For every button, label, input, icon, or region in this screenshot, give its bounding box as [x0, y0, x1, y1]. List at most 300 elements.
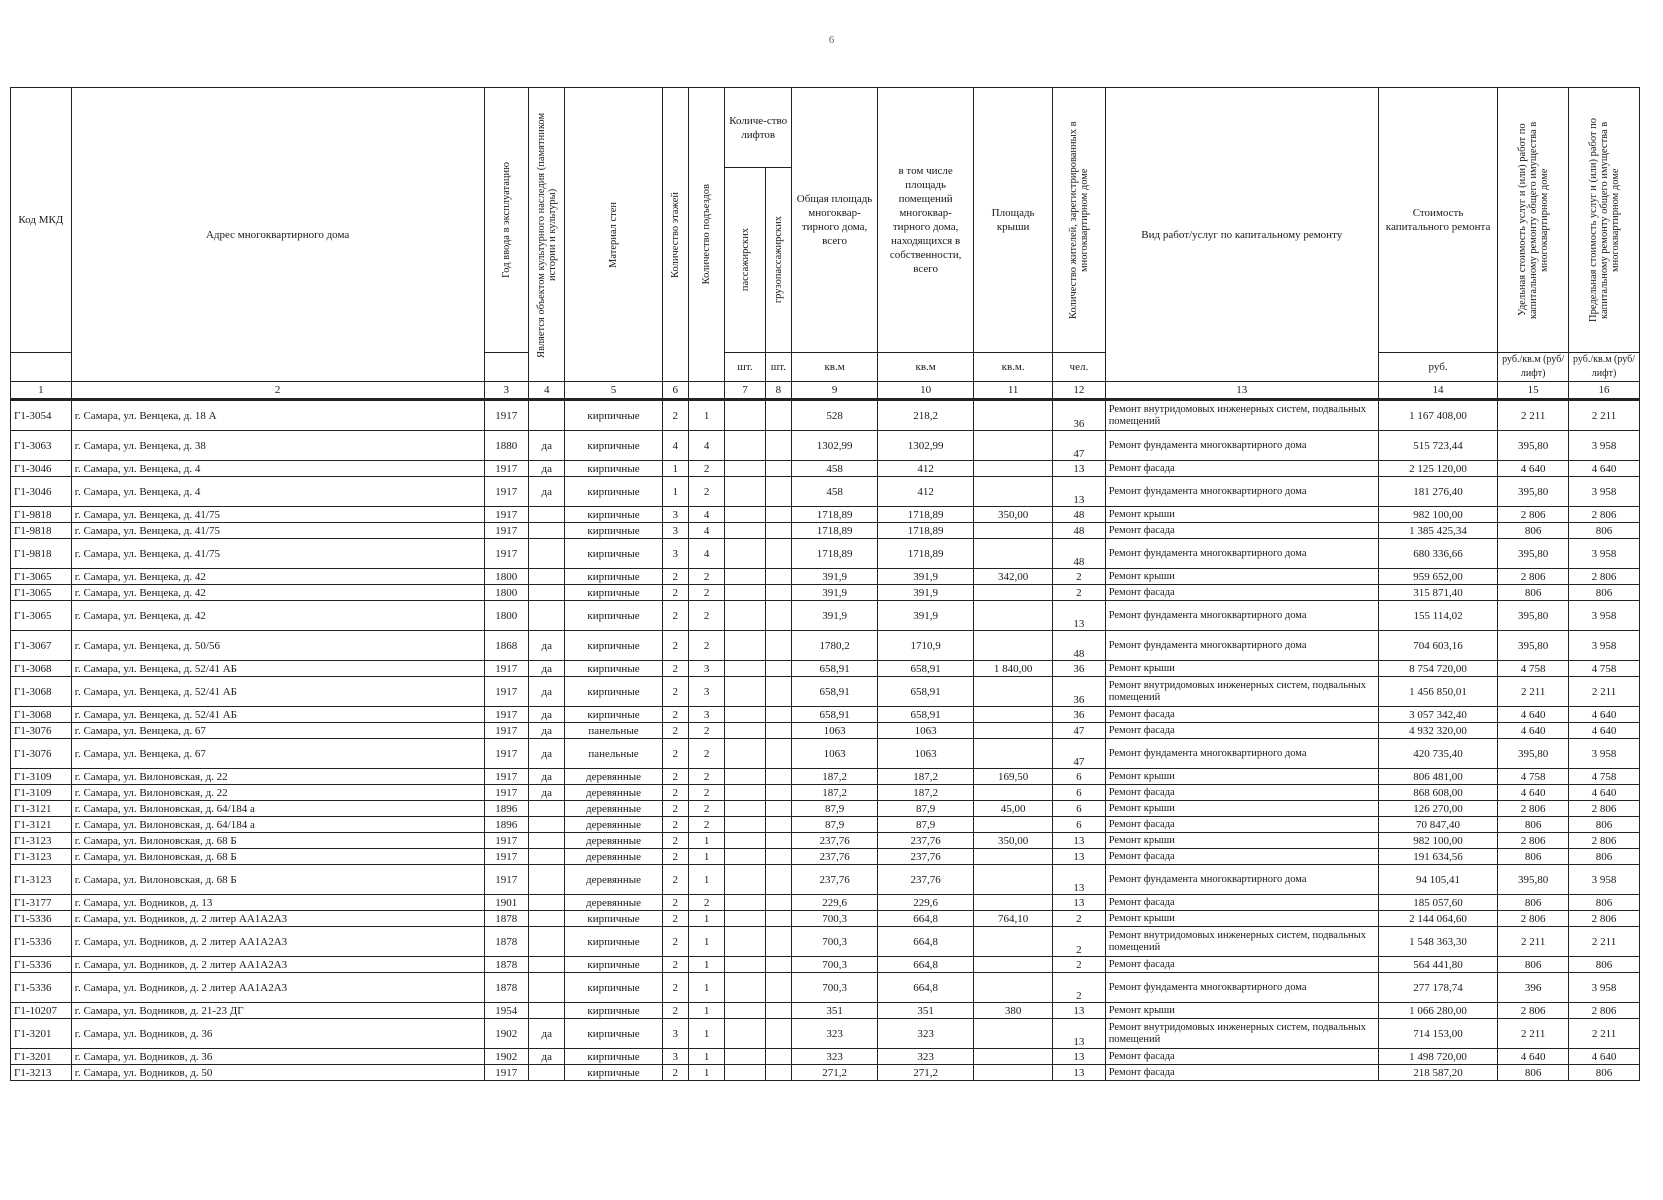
cell-roof-area [974, 723, 1053, 739]
cell-max-cost: 3 958 [1569, 631, 1640, 661]
cell-area-total: 187,2 [792, 785, 878, 801]
cell-area-owned: 658,91 [878, 707, 974, 723]
cell-max-cost: 2 806 [1569, 911, 1640, 927]
cell-lifts-passenger [725, 817, 765, 833]
cell-entrances: 4 [688, 507, 724, 523]
table-row [11, 911, 1640, 927]
cell-wall: кирпичные [565, 1003, 662, 1019]
header-floors: Количество этажей [669, 191, 681, 278]
cell-work: Ремонт внутридомовых инженерных систем, подвальных помещений [1105, 927, 1378, 957]
column-number [688, 382, 724, 400]
cell-area-owned: 658,91 [878, 661, 974, 677]
cell-lifts-passenger [725, 769, 765, 785]
cell-work: Ремонт внутридомовых инженерных систем, подвальных помещений [1105, 400, 1378, 431]
cell-year: 1878 [484, 973, 529, 1003]
cell-floors: 1 [662, 477, 688, 507]
cell-heritage [529, 927, 565, 957]
cell-floors: 2 [662, 911, 688, 927]
cell-lifts-freight [765, 477, 791, 507]
cell-floors: 2 [662, 677, 688, 707]
cell-area-total: 1718,89 [792, 539, 878, 569]
cell-year: 1878 [484, 927, 529, 957]
cell-address: г. Самара, ул. Венцека, д. 38 [71, 431, 484, 461]
cell-area-total: 229,6 [792, 895, 878, 911]
cell-wall: кирпичные [565, 431, 662, 461]
cell-wall: кирпичные [565, 539, 662, 569]
cell-wall: деревянные [565, 895, 662, 911]
table-row [11, 833, 1640, 849]
cell-floors: 2 [662, 739, 688, 769]
cell-cost: 155 114,02 [1378, 601, 1497, 631]
cell-max-cost: 2 806 [1569, 1003, 1640, 1019]
cell-entrances: 2 [688, 895, 724, 911]
cell-roof-area: 380 [974, 1003, 1053, 1019]
cell-cost: 714 153,00 [1378, 1019, 1497, 1049]
cell-residents: 6 [1053, 769, 1106, 785]
cell-work: Ремонт крыши [1105, 769, 1378, 785]
cell-area-owned: 1718,89 [878, 539, 974, 569]
cell-work: Ремонт фундамента многоквартирного дома [1105, 631, 1378, 661]
cell-lifts-passenger [725, 631, 765, 661]
table-row [11, 769, 1640, 785]
cell-work: Ремонт крыши [1105, 507, 1378, 523]
cell-lifts-passenger [725, 1003, 765, 1019]
column-number: 5 [565, 382, 662, 400]
unit-rub-sqm-2: руб./кв.м (руб/лифт) [1569, 353, 1640, 382]
cell-area-owned: 1302,99 [878, 431, 974, 461]
cell-area-owned: 323 [878, 1019, 974, 1049]
cell-code: Г1-3109 [11, 785, 72, 801]
cell-entrances: 2 [688, 631, 724, 661]
cell-roof-area [974, 461, 1053, 477]
cell-floors: 2 [662, 817, 688, 833]
cell-floors: 2 [662, 400, 688, 431]
cell-lifts-passenger [725, 461, 765, 477]
cell-wall: кирпичные [565, 585, 662, 601]
cell-max-cost: 4 758 [1569, 769, 1640, 785]
cell-max-cost: 4 640 [1569, 707, 1640, 723]
cell-heritage: да [529, 461, 565, 477]
cell-floors: 3 [662, 523, 688, 539]
cell-roof-area [974, 477, 1053, 507]
table-row [11, 507, 1640, 523]
cell-code: Г1-3109 [11, 769, 72, 785]
cell-year: 1896 [484, 801, 529, 817]
cell-lifts-freight [765, 1065, 791, 1081]
capital-repair-table [10, 87, 1640, 1081]
cell-area-owned: 391,9 [878, 569, 974, 585]
cell-address: г. Самара, ул. Водников, д. 36 [71, 1049, 484, 1065]
cell-entrances: 1 [688, 1065, 724, 1081]
cell-area-total: 237,76 [792, 865, 878, 895]
cell-unit-cost: 806 [1498, 585, 1569, 601]
cell-entrances: 1 [688, 957, 724, 973]
header-work: Вид работ/услуг по капитальному ремонту [1105, 88, 1378, 382]
cell-work: Ремонт крыши [1105, 833, 1378, 849]
cell-floors: 2 [662, 973, 688, 1003]
cell-address: г. Самара, ул. Венцека, д. 52/41 АБ [71, 661, 484, 677]
cell-entrances: 4 [688, 523, 724, 539]
cell-heritage [529, 865, 565, 895]
cell-cost: 564 441,80 [1378, 957, 1497, 973]
cell-address: г. Самара, ул. Венцека, д. 50/56 [71, 631, 484, 661]
cell-residents: 2 [1053, 957, 1106, 973]
unit-pcs-1: шт. [725, 353, 765, 382]
cell-lifts-freight [765, 585, 791, 601]
cell-code: Г1-3068 [11, 707, 72, 723]
cell-lifts-passenger [725, 431, 765, 461]
cell-heritage: да [529, 677, 565, 707]
table-row [11, 400, 1640, 431]
cell-entrances: 1 [688, 833, 724, 849]
cell-unit-cost: 2 211 [1498, 677, 1569, 707]
header-area-total: Общая площадь многоквар-тирного дома, всего [792, 88, 878, 353]
cell-max-cost: 2 211 [1569, 927, 1640, 957]
cell-lifts-freight [765, 769, 791, 785]
cell-area-total: 1063 [792, 723, 878, 739]
cell-heritage: да [529, 477, 565, 507]
cell-floors: 2 [662, 601, 688, 631]
cell-area-owned: 391,9 [878, 585, 974, 601]
cell-area-total: 458 [792, 461, 878, 477]
cell-entrances: 3 [688, 677, 724, 707]
cell-entrances: 3 [688, 661, 724, 677]
cell-cost: 982 100,00 [1378, 507, 1497, 523]
cell-cost: 1 167 408,00 [1378, 400, 1497, 431]
cell-entrances: 3 [688, 707, 724, 723]
cell-year: 1917 [484, 539, 529, 569]
cell-residents: 48 [1053, 507, 1106, 523]
cell-max-cost: 2 211 [1569, 400, 1640, 431]
cell-code: Г1-5336 [11, 927, 72, 957]
cell-code: Г1-3123 [11, 833, 72, 849]
cell-area-total: 700,3 [792, 973, 878, 1003]
table-row [11, 723, 1640, 739]
cell-entrances: 1 [688, 1019, 724, 1049]
cell-lifts-passenger [725, 785, 765, 801]
cell-entrances: 2 [688, 739, 724, 769]
cell-area-total: 700,3 [792, 911, 878, 927]
cell-roof-area: 169,50 [974, 769, 1053, 785]
cell-work: Ремонт внутридомовых инженерных систем, подвальных помещений [1105, 1019, 1378, 1049]
table-row [11, 585, 1640, 601]
column-number: 4 [529, 382, 565, 400]
cell-max-cost: 806 [1569, 849, 1640, 865]
cell-heritage [529, 400, 565, 431]
header-area-owned: в том числе площадь помещений многоквар-тирного дома, находящихся в собственности, всего [878, 88, 974, 353]
cell-roof-area [974, 817, 1053, 833]
cell-heritage [529, 1065, 565, 1081]
cell-lifts-freight [765, 1019, 791, 1049]
cell-code: Г1-3121 [11, 801, 72, 817]
cell-work: Ремонт фундамента многоквартирного дома [1105, 601, 1378, 631]
cell-floors: 4 [662, 431, 688, 461]
cell-heritage: да [529, 431, 565, 461]
cell-heritage: да [529, 1019, 565, 1049]
cell-wall: кирпичные [565, 927, 662, 957]
cell-max-cost: 3 958 [1569, 601, 1640, 631]
cell-roof-area [974, 957, 1053, 973]
cell-residents: 13 [1053, 833, 1106, 849]
cell-roof-area [974, 585, 1053, 601]
cell-area-owned: 218,2 [878, 400, 974, 431]
cell-entrances: 1 [688, 865, 724, 895]
cell-lifts-freight [765, 801, 791, 817]
cell-floors: 2 [662, 1003, 688, 1019]
table-row [11, 849, 1640, 865]
cell-code: Г1-3201 [11, 1019, 72, 1049]
cell-area-owned: 323 [878, 1049, 974, 1065]
cell-residents: 13 [1053, 1003, 1106, 1019]
cell-floors: 2 [662, 895, 688, 911]
cell-year: 1917 [484, 849, 529, 865]
cell-residents: 36 [1053, 400, 1106, 431]
cell-year: 1917 [484, 1065, 529, 1081]
table-row [11, 865, 1640, 895]
cell-wall: панельные [565, 723, 662, 739]
table-row [11, 601, 1640, 631]
cell-code: Г1-3177 [11, 895, 72, 911]
cell-unit-cost: 2 806 [1498, 801, 1569, 817]
cell-code: Г1-10207 [11, 1003, 72, 1019]
cell-address: г. Самара, ул. Венцека, д. 42 [71, 569, 484, 585]
cell-max-cost: 2 806 [1569, 801, 1640, 817]
cell-entrances: 1 [688, 1049, 724, 1065]
cell-max-cost: 4 640 [1569, 785, 1640, 801]
cell-area-total: 700,3 [792, 957, 878, 973]
cell-lifts-freight [765, 661, 791, 677]
cell-unit-cost: 4 758 [1498, 769, 1569, 785]
cell-roof-area: 350,00 [974, 833, 1053, 849]
cell-area-total: 351 [792, 1003, 878, 1019]
cell-floors: 2 [662, 833, 688, 849]
cell-lifts-freight [765, 817, 791, 833]
cell-unit-cost: 395,80 [1498, 601, 1569, 631]
cell-code: Г1-3046 [11, 477, 72, 507]
cell-roof-area [974, 1019, 1053, 1049]
cell-code: Г1-5336 [11, 957, 72, 973]
cell-area-owned: 412 [878, 477, 974, 507]
cell-work: Ремонт крыши [1105, 911, 1378, 927]
cell-wall: кирпичные [565, 601, 662, 631]
cell-roof-area [974, 400, 1053, 431]
cell-address: г. Самара, ул. Венцека, д. 41/75 [71, 523, 484, 539]
table-row [11, 661, 1640, 677]
cell-cost: 868 608,00 [1378, 785, 1497, 801]
cell-cost: 1 066 280,00 [1378, 1003, 1497, 1019]
cell-work: Ремонт фасада [1105, 895, 1378, 911]
cell-year: 1917 [484, 461, 529, 477]
cell-address: г. Самара, ул. Водников, д. 2 литер АА1А2А3 [71, 957, 484, 973]
cell-address: г. Самара, ул. Венцека, д. 67 [71, 723, 484, 739]
cell-address: г. Самара, ул. Венцека, д. 52/41 АБ [71, 707, 484, 723]
cell-floors: 3 [662, 507, 688, 523]
cell-year: 1917 [484, 723, 529, 739]
cell-area-total: 1302,99 [792, 431, 878, 461]
cell-address: г. Самара, ул. Водников, д. 2 литер АА1А2А3 [71, 927, 484, 957]
cell-year: 1917 [484, 707, 529, 723]
cell-max-cost: 3 958 [1569, 431, 1640, 461]
column-number-row [11, 382, 1640, 400]
cell-roof-area [974, 601, 1053, 631]
cell-entrances: 2 [688, 569, 724, 585]
cell-roof-area [974, 1065, 1053, 1081]
cell-address: г. Самара, ул. Водников, д. 36 [71, 1019, 484, 1049]
header-entrances: Количество подъездов [701, 184, 713, 285]
cell-roof-area [974, 895, 1053, 911]
cell-area-total: 1718,89 [792, 523, 878, 539]
cell-heritage: да [529, 661, 565, 677]
column-number: 13 [1105, 382, 1378, 400]
cell-lifts-passenger [725, 849, 765, 865]
cell-year: 1917 [484, 661, 529, 677]
cell-entrances: 4 [688, 431, 724, 461]
cell-area-total: 237,76 [792, 849, 878, 865]
cell-roof-area: 350,00 [974, 507, 1053, 523]
cell-address: г. Самара, ул. Водников, д. 2 литер АА1А2А3 [71, 973, 484, 1003]
cell-work: Ремонт крыши [1105, 661, 1378, 677]
cell-heritage: да [529, 631, 565, 661]
cell-cost: 70 847,40 [1378, 817, 1497, 833]
cell-area-owned: 664,8 [878, 957, 974, 973]
cell-heritage [529, 539, 565, 569]
cell-code: Г1-3213 [11, 1065, 72, 1081]
header-lifts: Количе-ство лифтов [725, 88, 792, 168]
cell-lifts-freight [765, 569, 791, 585]
column-number: 6 [662, 382, 688, 400]
cell-code: Г1-3068 [11, 661, 72, 677]
cell-lifts-passenger [725, 833, 765, 849]
cell-residents: 2 [1053, 911, 1106, 927]
cell-max-cost: 4 758 [1569, 661, 1640, 677]
cell-code: Г1-9818 [11, 539, 72, 569]
header-code: Код МКД [11, 88, 72, 353]
cell-cost: 126 270,00 [1378, 801, 1497, 817]
cell-address: г. Самара, ул. Водников, д. 50 [71, 1065, 484, 1081]
cell-area-total: 271,2 [792, 1065, 878, 1081]
cell-address: г. Самара, ул. Водников, д. 21-23 ДГ [71, 1003, 484, 1019]
cell-code: Г1-3123 [11, 865, 72, 895]
cell-year: 1954 [484, 1003, 529, 1019]
cell-address: г. Самара, ул. Вилоновская, д. 64/184 а [71, 817, 484, 833]
cell-area-owned: 1718,89 [878, 507, 974, 523]
cell-area-owned: 237,76 [878, 849, 974, 865]
cell-work: Ремонт крыши [1105, 1003, 1378, 1019]
table-row [11, 1019, 1640, 1049]
cell-unit-cost: 2 211 [1498, 1019, 1569, 1049]
cell-address: г. Самара, ул. Венцека, д. 41/75 [71, 507, 484, 523]
cell-floors: 2 [662, 927, 688, 957]
cell-lifts-passenger [725, 585, 765, 601]
cell-work: Ремонт фасада [1105, 817, 1378, 833]
table-row [11, 569, 1640, 585]
cell-unit-cost: 395,80 [1498, 431, 1569, 461]
cell-wall: кирпичные [565, 973, 662, 1003]
table-row [11, 957, 1640, 973]
cell-residents: 2 [1053, 585, 1106, 601]
cell-code: Г1-3065 [11, 569, 72, 585]
cell-lifts-freight [765, 723, 791, 739]
cell-heritage: да [529, 707, 565, 723]
cell-entrances: 2 [688, 817, 724, 833]
cell-max-cost: 806 [1569, 523, 1640, 539]
cell-entrances: 2 [688, 477, 724, 507]
cell-roof-area: 342,00 [974, 569, 1053, 585]
cell-max-cost: 806 [1569, 1065, 1640, 1081]
cell-floors: 2 [662, 769, 688, 785]
cell-heritage: да [529, 769, 565, 785]
cell-heritage: да [529, 739, 565, 769]
cell-wall: кирпичные [565, 911, 662, 927]
cell-lifts-freight [765, 849, 791, 865]
cell-unit-cost: 2 806 [1498, 507, 1569, 523]
cell-wall: кирпичные [565, 569, 662, 585]
cell-work: Ремонт фундамента многоквартирного дома [1105, 431, 1378, 461]
cell-wall: кирпичные [565, 661, 662, 677]
cell-heritage [529, 833, 565, 849]
cell-lifts-passenger [725, 801, 765, 817]
cell-wall: деревянные [565, 817, 662, 833]
cell-lifts-passenger [725, 507, 765, 523]
header-heritage: Является объектом культурного наследия (памятником истории и культуры) [535, 111, 558, 358]
table-row [11, 539, 1640, 569]
cell-lifts-passenger [725, 927, 765, 957]
cell-area-owned: 1063 [878, 739, 974, 769]
cell-roof-area: 45,00 [974, 801, 1053, 817]
cell-lifts-freight [765, 677, 791, 707]
cell-lifts-freight [765, 865, 791, 895]
cell-entrances: 1 [688, 911, 724, 927]
cell-area-owned: 87,9 [878, 817, 974, 833]
cell-area-owned: 1710,9 [878, 631, 974, 661]
cell-heritage [529, 523, 565, 539]
cell-code: Г1-3046 [11, 461, 72, 477]
cell-residents: 13 [1053, 601, 1106, 631]
cell-work: Ремонт фасада [1105, 461, 1378, 477]
cell-work: Ремонт фасада [1105, 523, 1378, 539]
header-unit-cost: Удельная стоимость услуг и (или) работ по капитальному ремонту общего имущества в многоквартирном доме [1516, 121, 1550, 319]
cell-work: Ремонт фасада [1105, 849, 1378, 865]
cell-max-cost: 806 [1569, 817, 1640, 833]
cell-wall: деревянные [565, 865, 662, 895]
cell-code: Г1-3121 [11, 817, 72, 833]
cell-floors: 2 [662, 865, 688, 895]
cell-area-total: 323 [792, 1019, 878, 1049]
table-row [11, 461, 1640, 477]
cell-area-total: 323 [792, 1049, 878, 1065]
cell-heritage: да [529, 1049, 565, 1065]
cell-entrances: 1 [688, 849, 724, 865]
table-row [11, 1003, 1640, 1019]
cell-code: Г1-3201 [11, 1049, 72, 1065]
cell-cost: 218 587,20 [1378, 1065, 1497, 1081]
cell-max-cost: 3 958 [1569, 973, 1640, 1003]
cell-floors: 2 [662, 661, 688, 677]
cell-cost: 2 144 064,60 [1378, 911, 1497, 927]
cell-area-total: 1780,2 [792, 631, 878, 661]
cell-heritage [529, 957, 565, 973]
cell-floors: 2 [662, 1065, 688, 1081]
cell-work: Ремонт фундамента многоквартирного дома [1105, 973, 1378, 1003]
cell-address: г. Самара, ул. Водников, д. 2 литер АА1А2А3 [71, 911, 484, 927]
cell-roof-area [974, 739, 1053, 769]
cell-area-total: 391,9 [792, 569, 878, 585]
cell-unit-cost: 395,80 [1498, 631, 1569, 661]
table-row [11, 523, 1640, 539]
cell-code: Г1-3076 [11, 723, 72, 739]
cell-year: 1868 [484, 631, 529, 661]
cell-heritage [529, 507, 565, 523]
